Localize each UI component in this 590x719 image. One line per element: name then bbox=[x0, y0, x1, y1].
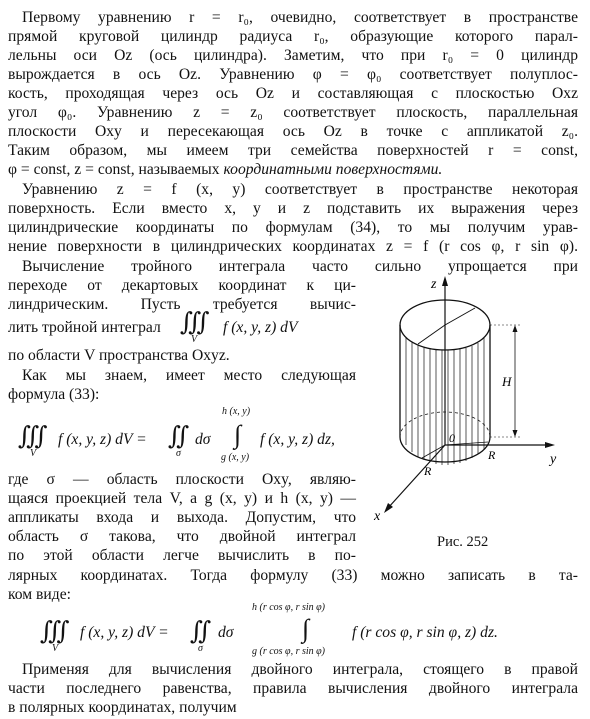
text-span: φ = const, z = const, называемых bbox=[8, 161, 224, 178]
lhs-integrand: f (x, y, z) dV = bbox=[58, 431, 147, 448]
integral-subscript: V bbox=[191, 334, 198, 345]
integrand: f (r cos φ, r sin φ, z) dz. bbox=[352, 624, 498, 641]
integral-sign: ∫ bbox=[302, 614, 310, 643]
radius-label: R bbox=[424, 464, 432, 478]
radius-label: R bbox=[488, 448, 496, 462]
italic-term: координатными поверхностями. bbox=[223, 161, 443, 178]
text-line: где σ — область плоскости Oxy, являю- bbox=[8, 471, 356, 488]
upper-limit: h (x, y) bbox=[222, 406, 251, 417]
axis-label-x: x bbox=[374, 509, 381, 524]
text-line: аппликаты входа и выхода. Допустим, что bbox=[8, 509, 356, 526]
text-line: цилиндрические координаты по формулам (34), то мы получим урав- bbox=[8, 219, 578, 236]
formula-polar bbox=[40, 602, 580, 658]
integral-subscript: σ bbox=[176, 448, 181, 459]
triple-integral-sign: ∭ bbox=[40, 618, 63, 645]
upper-limit: h (r cos φ, r sin φ) bbox=[252, 602, 326, 613]
text-line: поверхность. Если вместо x, y и z подставить их выражения через bbox=[8, 200, 578, 217]
axis-label-y: y bbox=[550, 452, 557, 467]
dsigma: dσ bbox=[195, 431, 211, 448]
figure-252-cylinder bbox=[370, 270, 585, 530]
text-line: щаяся проекцией тела V, а g (x, y) и h (x, y) — bbox=[8, 490, 356, 507]
integral-sign: ∫ bbox=[234, 420, 242, 449]
text-span: лить тройной интеграл bbox=[8, 319, 161, 336]
integrand: f (x, y, z) dz, bbox=[260, 431, 335, 448]
height-label: H bbox=[502, 374, 512, 389]
lhs-integrand: f (x, y, z) dV = bbox=[80, 624, 169, 641]
text-line: по этой области легче вычислить в по- bbox=[8, 547, 356, 564]
text-line: нение поверхности в цилиндрических координатах z = f (r cos φ, r sin φ). bbox=[8, 238, 578, 255]
axis-label-z: z bbox=[431, 277, 437, 292]
text-line: плоскости Oxy и пересекающая ось Oz в точке с аппликатой z₀. bbox=[8, 123, 578, 140]
text-line: вырождается в ось Oz. Уравнению φ = φ₀ соответствует полуплос- bbox=[8, 66, 578, 83]
text-line: Как мы знаем, имеет место следующая bbox=[22, 367, 356, 384]
integral-subscript: V bbox=[30, 448, 37, 459]
triple-integral-sign: ∭ bbox=[18, 423, 41, 450]
integral-subscript: V bbox=[52, 643, 59, 654]
text-line: прямой круговой цилиндр радиуса r₀, образующие которого парал- bbox=[8, 28, 578, 45]
text-line: по области V пространства Oxyz. bbox=[8, 347, 230, 364]
text-line: ком виде: bbox=[8, 586, 71, 603]
text-line: Вычисление тройного интеграла часто сильно упрощается при bbox=[22, 258, 578, 275]
lower-limit: g (x, y) bbox=[221, 452, 250, 463]
figure-caption: Рис. 252 bbox=[437, 534, 489, 550]
formula-33 bbox=[8, 406, 368, 468]
text-line: Первому уравнению r = r₀, очевидно, соответствует в пространстве bbox=[22, 9, 578, 26]
double-integral-sign: ∬ bbox=[190, 618, 205, 645]
integral-line bbox=[8, 306, 368, 346]
text-line: Таким образом, мы имеем три семейства поверхностей r = const, bbox=[8, 142, 578, 159]
triple-integral-sign: ∭ bbox=[180, 309, 203, 336]
text-line: линдрическим. Пусть требуется вычис- bbox=[8, 296, 356, 313]
text-line: лярных координатах. Тогда формулу (33) можно записать в та- bbox=[8, 567, 578, 584]
text-line: лельны оси Oz (ось цилиндра). Заметим, что при r₀ = 0 цилиндр bbox=[8, 47, 578, 64]
dsigma: dσ bbox=[218, 624, 234, 641]
origin-label: 0 bbox=[449, 431, 455, 445]
text-line: область σ такова, что двойной интеграл bbox=[8, 528, 356, 545]
text-line: части последнего равенства, правила вычисления двойного интеграла bbox=[8, 680, 578, 697]
text-line: Применяя для вычисления двойного интеграла, стоящего в правой bbox=[22, 661, 578, 678]
text-line: переходе от декартовых координат к ци- bbox=[8, 277, 356, 294]
text-line: кость, проходящая через ось Oz и составляющая с плоскостью Oxz bbox=[8, 85, 578, 102]
lower-limit: g (r cos φ, r sin φ) bbox=[252, 646, 326, 657]
text-line: в полярных координатах, получим bbox=[8, 699, 237, 716]
double-integral-sign: ∬ bbox=[168, 423, 183, 450]
text-line: формула (33): bbox=[8, 386, 100, 403]
text-line: Уравнению z = f (x, y) соответствует в пространстве некоторая bbox=[22, 181, 578, 198]
text-line: угол φ₀. Уравнению z = z₀ соответствует плоскость, параллельная bbox=[8, 104, 578, 121]
text-line bbox=[8, 160, 442, 179]
integral-subscript: σ bbox=[198, 643, 203, 654]
integrand: f (x, y, z) dV bbox=[223, 319, 298, 336]
